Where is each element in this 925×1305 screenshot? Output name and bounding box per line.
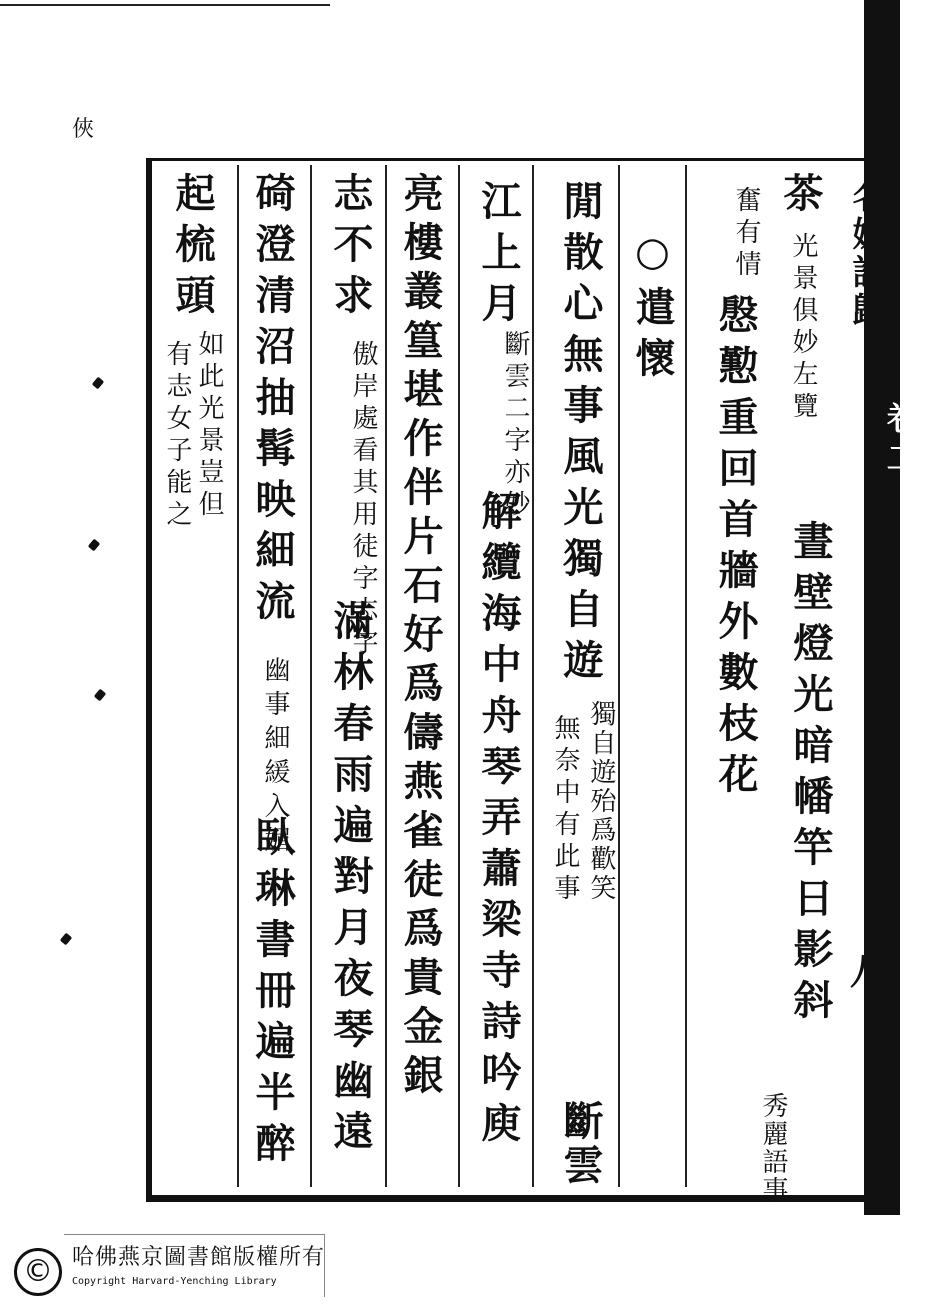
stamp-text-chinese: 哈佛燕京圖書館版權所有 (72, 1245, 326, 1270)
text-column-19: 碕澄清沼抽髯映細流 (249, 172, 296, 631)
margin-mark (92, 377, 105, 390)
column-rule (310, 165, 312, 1187)
commentary-column-10: 無奈中有此事 (550, 714, 580, 906)
top-rule (0, 4, 330, 6)
column-rule (532, 165, 534, 1187)
column-rule (237, 165, 239, 1187)
text-column-15: 亮樓叢篁堪作伴片石好爲儔燕雀徒爲貴金銀 (397, 172, 444, 1103)
copyright-stamp (14, 1240, 326, 1300)
text-column-12: 江上月 (475, 180, 522, 333)
corner-mark: 俠 (72, 117, 95, 142)
column-rule (385, 165, 387, 1187)
margin-mark (60, 933, 73, 946)
column-rule (685, 165, 687, 1187)
text-column-1: 茶 (777, 172, 824, 223)
commentary-column-23: 如此光景豈但 (194, 330, 224, 522)
text-column-3: 晝壁燈光暗幡竿日影斜 (787, 520, 834, 1030)
commentary-column-17: 傲岸處看其用徒字志字 (348, 340, 378, 660)
commentary-column-9: 獨自遊殆爲歡笑 (586, 700, 616, 903)
fold-juan: 卷二 (880, 400, 920, 480)
text-column-18: 滿林春雨遍對月夜琴幽遠 (327, 600, 374, 1161)
text-column-6: 慇懃重回首牆外數枝花 (712, 294, 759, 804)
stamp-text-english: Copyright Harvard-Yenching Library (72, 1276, 277, 1287)
commentary-column-5: 奮有情 (731, 186, 761, 282)
commentary-column-2: 光景俱妙左覽 (788, 232, 818, 424)
text-column-16: 志不求 (327, 172, 374, 325)
column-rule (618, 165, 620, 1187)
commentary-column-24: 有志女子能之 (162, 340, 192, 532)
commentary-column-4: 秀麗語事 (758, 1092, 788, 1204)
running-title: 名媛詩歸 (846, 178, 886, 330)
margin-mark (88, 539, 101, 552)
commentary-column-20: 幽事細緩入媚 (260, 656, 290, 860)
commentary-column-13: 斷雲二字亦妙 (500, 330, 530, 522)
text-column-22: 起梳頭 (169, 172, 216, 325)
margin-mark (94, 689, 107, 702)
text-column-14: 解纜海中舟琴弄蕭梁寺詩吟庾 (475, 490, 522, 1153)
text-column-21: 臥琳書冊遍半醉 (249, 816, 296, 1173)
text-column-11: 斷雲 (557, 1100, 604, 1188)
poem-title: ○遣懷 (629, 228, 676, 388)
fold-page-number: 八 (850, 948, 889, 993)
column-rule (458, 165, 460, 1187)
text-column-8: 閒散心無事風光獨自遊 (557, 180, 604, 690)
copyright-icon: © (14, 1248, 62, 1296)
